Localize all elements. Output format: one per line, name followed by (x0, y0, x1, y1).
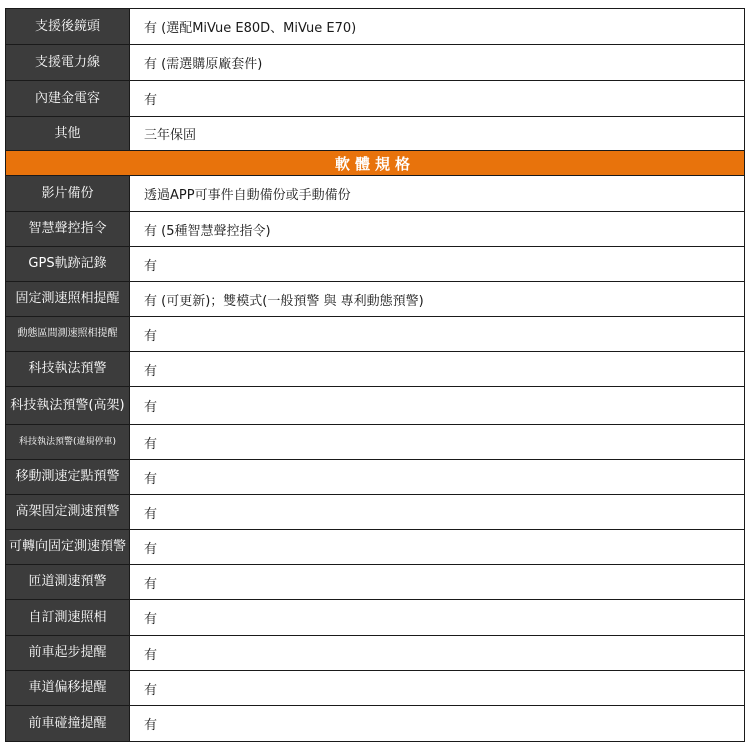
spec-value: 有 (144, 682, 158, 698)
spec-value: 有 (144, 506, 158, 522)
spec-label: 其他 (6, 117, 130, 150)
spec-row-section-speed-camera (6, 317, 744, 352)
spec-table (5, 8, 745, 742)
spec-label: 內建金電容 (6, 81, 130, 116)
spec-value: 有 (144, 328, 158, 344)
spec-row-mobile-speed-point (6, 460, 744, 495)
spec-row-video-backup (6, 176, 744, 212)
spec-row-ramp-speed (6, 565, 744, 600)
spec-label: 科技執法預警 (6, 352, 130, 386)
spec-value: 有 (144, 436, 158, 452)
spec-row-custom-speed-camera (6, 600, 744, 636)
spec-label: 動態區間測速照相提醒 (6, 317, 130, 351)
spec-value: 有 (5種智慧聲控指令) (144, 223, 271, 239)
spec-label: 支援後鏡頭 (6, 9, 130, 44)
spec-row-other (6, 117, 744, 151)
spec-label: 科技執法預警(違規停車) (6, 425, 130, 459)
spec-label: 影片備份 (6, 176, 130, 211)
spec-value: 有 (144, 576, 158, 592)
spec-row-voice-command (6, 212, 744, 247)
spec-label: 科技執法預警(高架) (6, 387, 130, 424)
spec-label: 支援電力線 (6, 45, 130, 80)
spec-label: 高架固定測速預警 (6, 495, 130, 529)
spec-label: 自訂測速照相 (6, 600, 130, 635)
spec-row-gps-track (6, 247, 744, 282)
spec-value: 有 (選配MiVue E80D、MiVue E70) (144, 21, 357, 36)
spec-value: 有 (144, 363, 158, 379)
spec-row-tech-enforcement (6, 352, 744, 387)
spec-row-tech-enforcement-elevated (6, 387, 744, 425)
spec-label: 移動測速定點預警 (6, 460, 130, 494)
spec-row-power-cable (6, 45, 744, 81)
spec-label: 前車碰撞提醒 (6, 706, 130, 741)
spec-row-front-car-start (6, 636, 744, 671)
section-banner-software: 軟體規格 (6, 151, 744, 176)
spec-value: 有 (144, 400, 158, 415)
spec-value: 有 (144, 541, 158, 557)
spec-row-rotatable-fixed-speed (6, 530, 744, 565)
spec-row-forward-collision (6, 706, 744, 741)
spec-value: 有 (可更新)；雙模式(一般預警 與 專利動態預警) (144, 293, 424, 309)
spec-row-tech-enforcement-parking (6, 425, 744, 460)
spec-row-elevated-fixed-speed (6, 495, 744, 530)
spec-row-fixed-speed-camera (6, 282, 744, 317)
spec-value: 有 (144, 612, 158, 627)
spec-value: 三年保固 (144, 128, 197, 143)
spec-row-rear-camera (6, 9, 744, 45)
spec-label: GPS軌跡記錄 (6, 247, 130, 281)
spec-row-supercapacitor (6, 81, 744, 117)
spec-value: 有 (144, 471, 158, 487)
spec-value: 有 (144, 258, 158, 274)
spec-label: 可轉向固定測速預警 (6, 530, 130, 564)
spec-value: 有 (144, 93, 158, 108)
spec-value: 有 (144, 718, 158, 733)
spec-row-lane-departure (6, 671, 744, 706)
spec-label: 智慧聲控指令 (6, 212, 130, 246)
spec-value: 透過APP可事件自動備份或手動備份 (144, 188, 351, 203)
spec-label: 前車起步提醒 (6, 636, 130, 670)
spec-value: 有 (需選購原廠套件) (144, 57, 263, 72)
spec-value: 有 (144, 647, 158, 663)
spec-label: 固定測速照相提醒 (6, 282, 130, 316)
spec-label: 車道偏移提醒 (6, 671, 130, 705)
spec-label: 匝道測速預警 (6, 565, 130, 599)
